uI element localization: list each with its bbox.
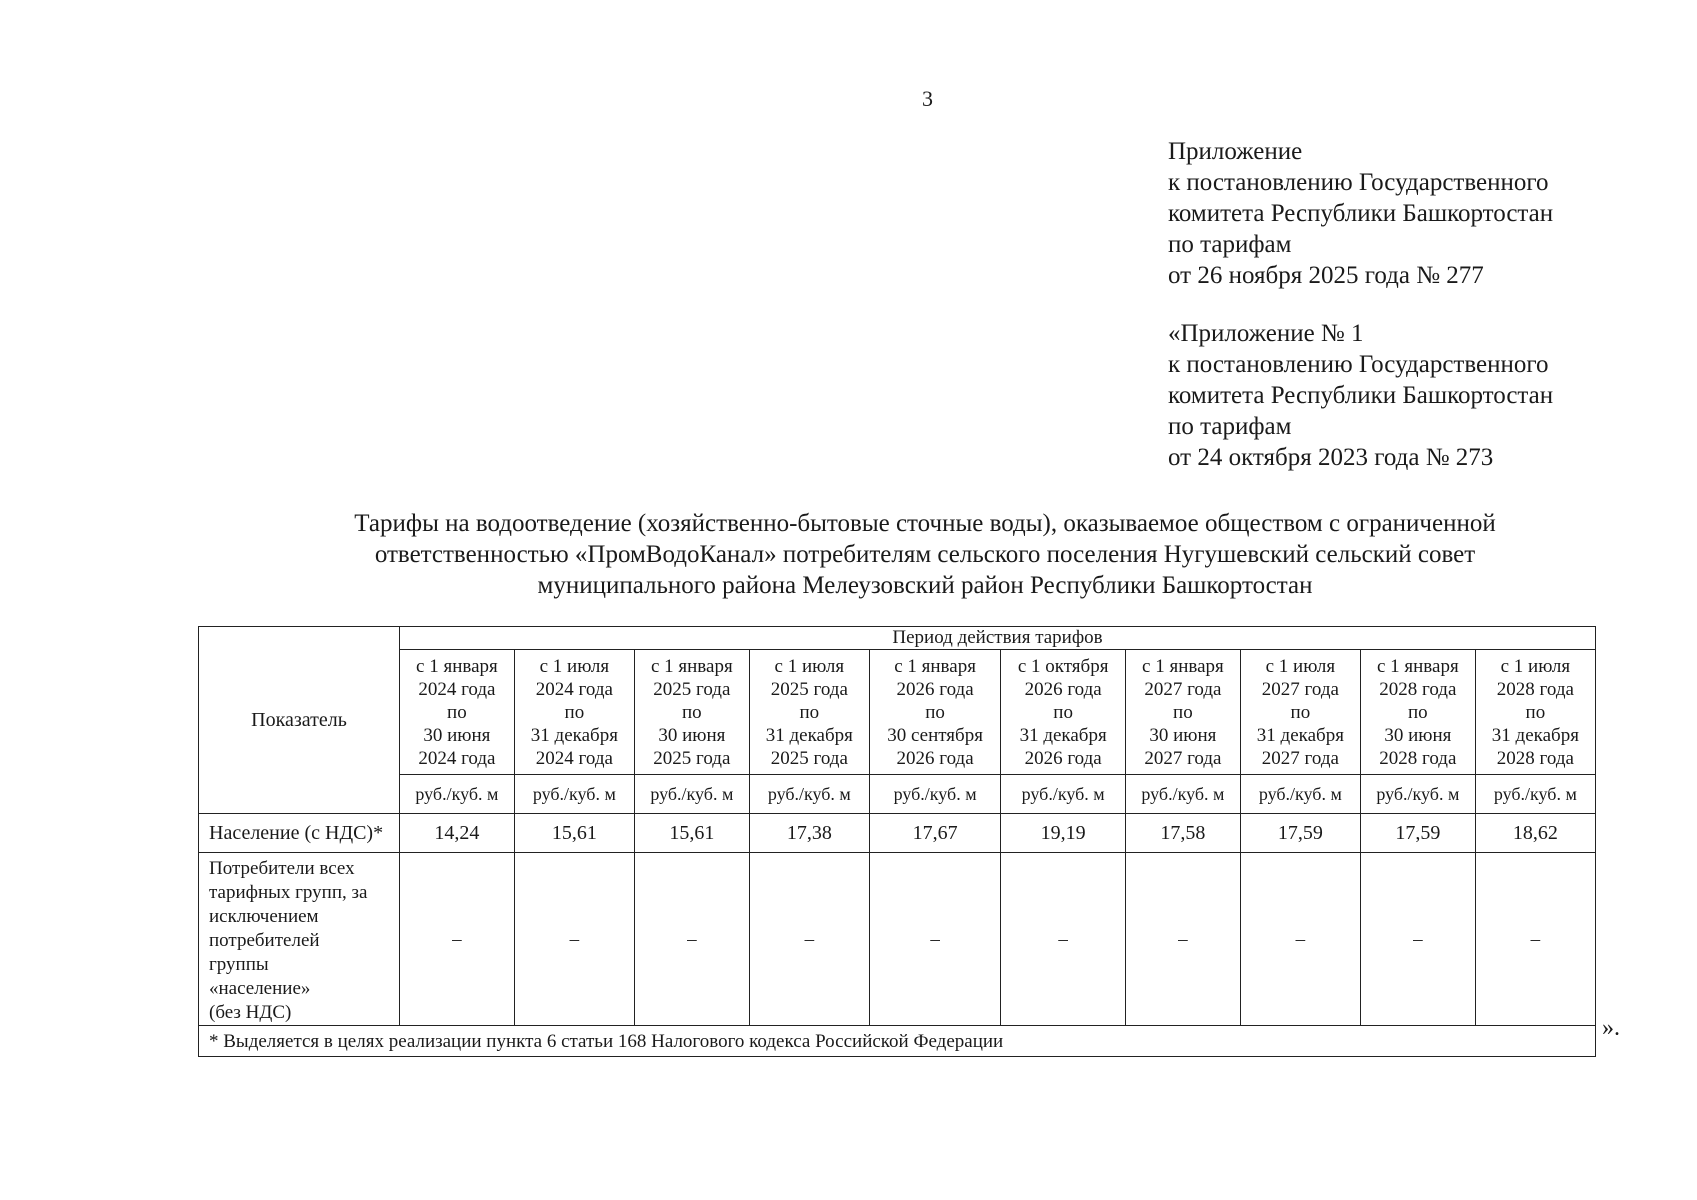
period-line: 30 июня (1384, 724, 1452, 746)
period-line: 2028 года (1496, 747, 1574, 769)
value-cell: 17,59 (1360, 814, 1475, 853)
appendix-original-block (1168, 318, 1638, 473)
page-number: 3 (922, 86, 933, 111)
value-cell: – (400, 853, 515, 1026)
period-line: с 1 января (1376, 655, 1459, 677)
period-line: 31 декабря (530, 724, 618, 746)
tariff-table (198, 626, 1596, 1057)
period-line: 2027 года (1261, 747, 1339, 769)
table-row (199, 814, 1596, 853)
period-line: 2028 года (1496, 678, 1574, 700)
appendix-original-line: от 24 октября 2023 года № 273 (1168, 444, 1494, 471)
value-cell: – (1126, 853, 1241, 1026)
value-cell: – (634, 853, 749, 1026)
period-line: 2024 года (535, 678, 613, 700)
period-line: 2027 года (1144, 747, 1222, 769)
period-line: по (1290, 701, 1311, 723)
period-line: 2027 года (1144, 678, 1222, 700)
period-cell (634, 650, 749, 775)
value-cell: 17,38 (749, 814, 869, 853)
period-line: 2025 года (770, 678, 848, 700)
period-cell (1360, 650, 1475, 775)
period-header: Период действия тарифов (400, 627, 1596, 650)
period-line: с 1 января (1142, 655, 1224, 677)
value-cell: – (749, 853, 869, 1026)
row-label-line: (без НДС) (209, 1002, 292, 1023)
period-line: по (682, 701, 702, 723)
indicator-header: Показатель (199, 627, 400, 814)
unit-cell: руб./куб. м (514, 775, 634, 814)
period-line: по (1408, 701, 1428, 723)
unit-cell: руб./куб. м (1240, 775, 1360, 814)
period-line: 2025 года (653, 747, 731, 769)
table-row (199, 853, 1596, 1026)
period-line: с 1 января (416, 655, 498, 677)
period-cell (749, 650, 869, 775)
row-label (199, 853, 400, 1026)
value-cell: 14,24 (400, 814, 515, 853)
period-line: с 1 января (650, 655, 733, 677)
row-label-line: тарифных групп, за (209, 882, 368, 903)
appendix-original-line: по тарифам (1168, 413, 1292, 440)
period-line: 31 декабря (1256, 724, 1344, 746)
appendix-current-block (1168, 136, 1638, 291)
period-line: по (447, 701, 467, 723)
period-line: 2026 года (1024, 747, 1102, 769)
period-line: с 1 января (894, 655, 976, 677)
period-cell (514, 650, 634, 775)
period-line: по (799, 701, 820, 723)
unit-cell: руб./куб. м (1475, 775, 1595, 814)
appendix-original-line: «Приложение № 1 (1168, 320, 1364, 347)
period-line: 30 сентября (887, 724, 983, 746)
period-line: по (564, 701, 585, 723)
period-cell (1475, 650, 1595, 775)
value-cell: – (1240, 853, 1360, 1026)
unit-cell: руб./куб. м (749, 775, 869, 814)
value-cell: 18,62 (1475, 814, 1595, 853)
period-line: 2028 года (1379, 678, 1457, 700)
title-line: муниципального района Мелеузовский район Республики Башкортостан (537, 572, 1313, 599)
period-line: по (1173, 701, 1193, 723)
footnote: * Выделяется в целях реализации пункта 6 статьи 168 Налогового кодекса Российской Федерации (199, 1026, 1596, 1057)
closing-quote-mark: ». (1602, 1015, 1620, 1041)
period-line: с 1 июля (774, 655, 845, 677)
period-line: 2026 года (896, 678, 974, 700)
value-cell: 15,61 (634, 814, 749, 853)
unit-cell: руб./куб. м (869, 775, 1000, 814)
period-line: 2025 года (770, 747, 848, 769)
period-line: 2024 года (418, 678, 496, 700)
appendix-current-line: Приложение (1168, 138, 1303, 165)
unit-cell: руб./куб. м (1126, 775, 1241, 814)
period-cell (869, 650, 1000, 775)
period-line: 31 декабря (765, 724, 853, 746)
period-line: 2024 года (418, 747, 496, 769)
row-label-line: Население (с НДС)* (209, 821, 384, 844)
value-cell: 19,19 (1001, 814, 1126, 853)
period-line: 2028 года (1379, 747, 1457, 769)
period-line: 30 июня (423, 724, 491, 746)
value-cell: 17,67 (869, 814, 1000, 853)
appendix-current-line: от 26 ноября 2025 года № 277 (1168, 262, 1484, 289)
appendix-current-line: к постановлению Государственного (1168, 169, 1549, 196)
period-line: 2026 года (896, 747, 974, 769)
unit-cell: руб./куб. м (1360, 775, 1475, 814)
value-cell: – (869, 853, 1000, 1026)
period-cell (1240, 650, 1360, 775)
period-line: с 1 июля (1265, 655, 1336, 677)
value-cell: 17,59 (1240, 814, 1360, 853)
period-cell (1126, 650, 1241, 775)
title-line: Тарифы на водоотведение (хозяйственно-бытовые сточные воды), оказываемое обществом с ограниченной (354, 510, 1496, 537)
appendix-current-line: комитета Республики Башкортостан (1168, 200, 1554, 227)
row-label-line: потребителей (209, 930, 320, 951)
period-line: по (925, 701, 945, 723)
row-label (199, 814, 400, 853)
unit-cell: руб./куб. м (400, 775, 515, 814)
period-line: с 1 июля (1500, 655, 1571, 677)
period-line: по (1053, 701, 1073, 723)
value-cell: – (1360, 853, 1475, 1026)
period-line: 2027 года (1261, 678, 1339, 700)
appendix-original-line: комитета Республики Башкортостан (1168, 382, 1554, 409)
document-title (280, 508, 1570, 601)
period-line: 2026 года (1024, 678, 1102, 700)
period-line: с 1 июля (539, 655, 610, 677)
value-cell: – (514, 853, 634, 1026)
period-line: 30 июня (658, 724, 726, 746)
appendix-original-line: к постановлению Государственного (1168, 351, 1549, 378)
period-line: 31 декабря (1491, 724, 1579, 746)
period-line: с 1 октября (1017, 655, 1109, 677)
period-line: 2025 года (653, 678, 731, 700)
period-line: 31 декабря (1019, 724, 1107, 746)
row-label-line: Потребители всех (209, 858, 355, 879)
value-cell: – (1475, 853, 1595, 1026)
row-label-line: исключением (209, 906, 319, 927)
value-cell: 17,58 (1126, 814, 1241, 853)
period-cell (400, 650, 515, 775)
period-line: 30 июня (1149, 724, 1217, 746)
row-label-line: группы (209, 954, 269, 975)
period-line: 2024 года (535, 747, 613, 769)
title-line: ответственностью «ПромВодоКанал» потребителям сельского поселения Нугушевский сельский совет (374, 541, 1476, 568)
period-cell (1001, 650, 1126, 775)
value-cell: – (1001, 853, 1126, 1026)
period-line: по (1525, 701, 1546, 723)
value-cell: 15,61 (514, 814, 634, 853)
unit-cell: руб./куб. м (1001, 775, 1126, 814)
appendix-current-line: по тарифам (1168, 231, 1292, 258)
unit-cell: руб./куб. м (634, 775, 749, 814)
row-label-line: «население» (209, 978, 311, 999)
